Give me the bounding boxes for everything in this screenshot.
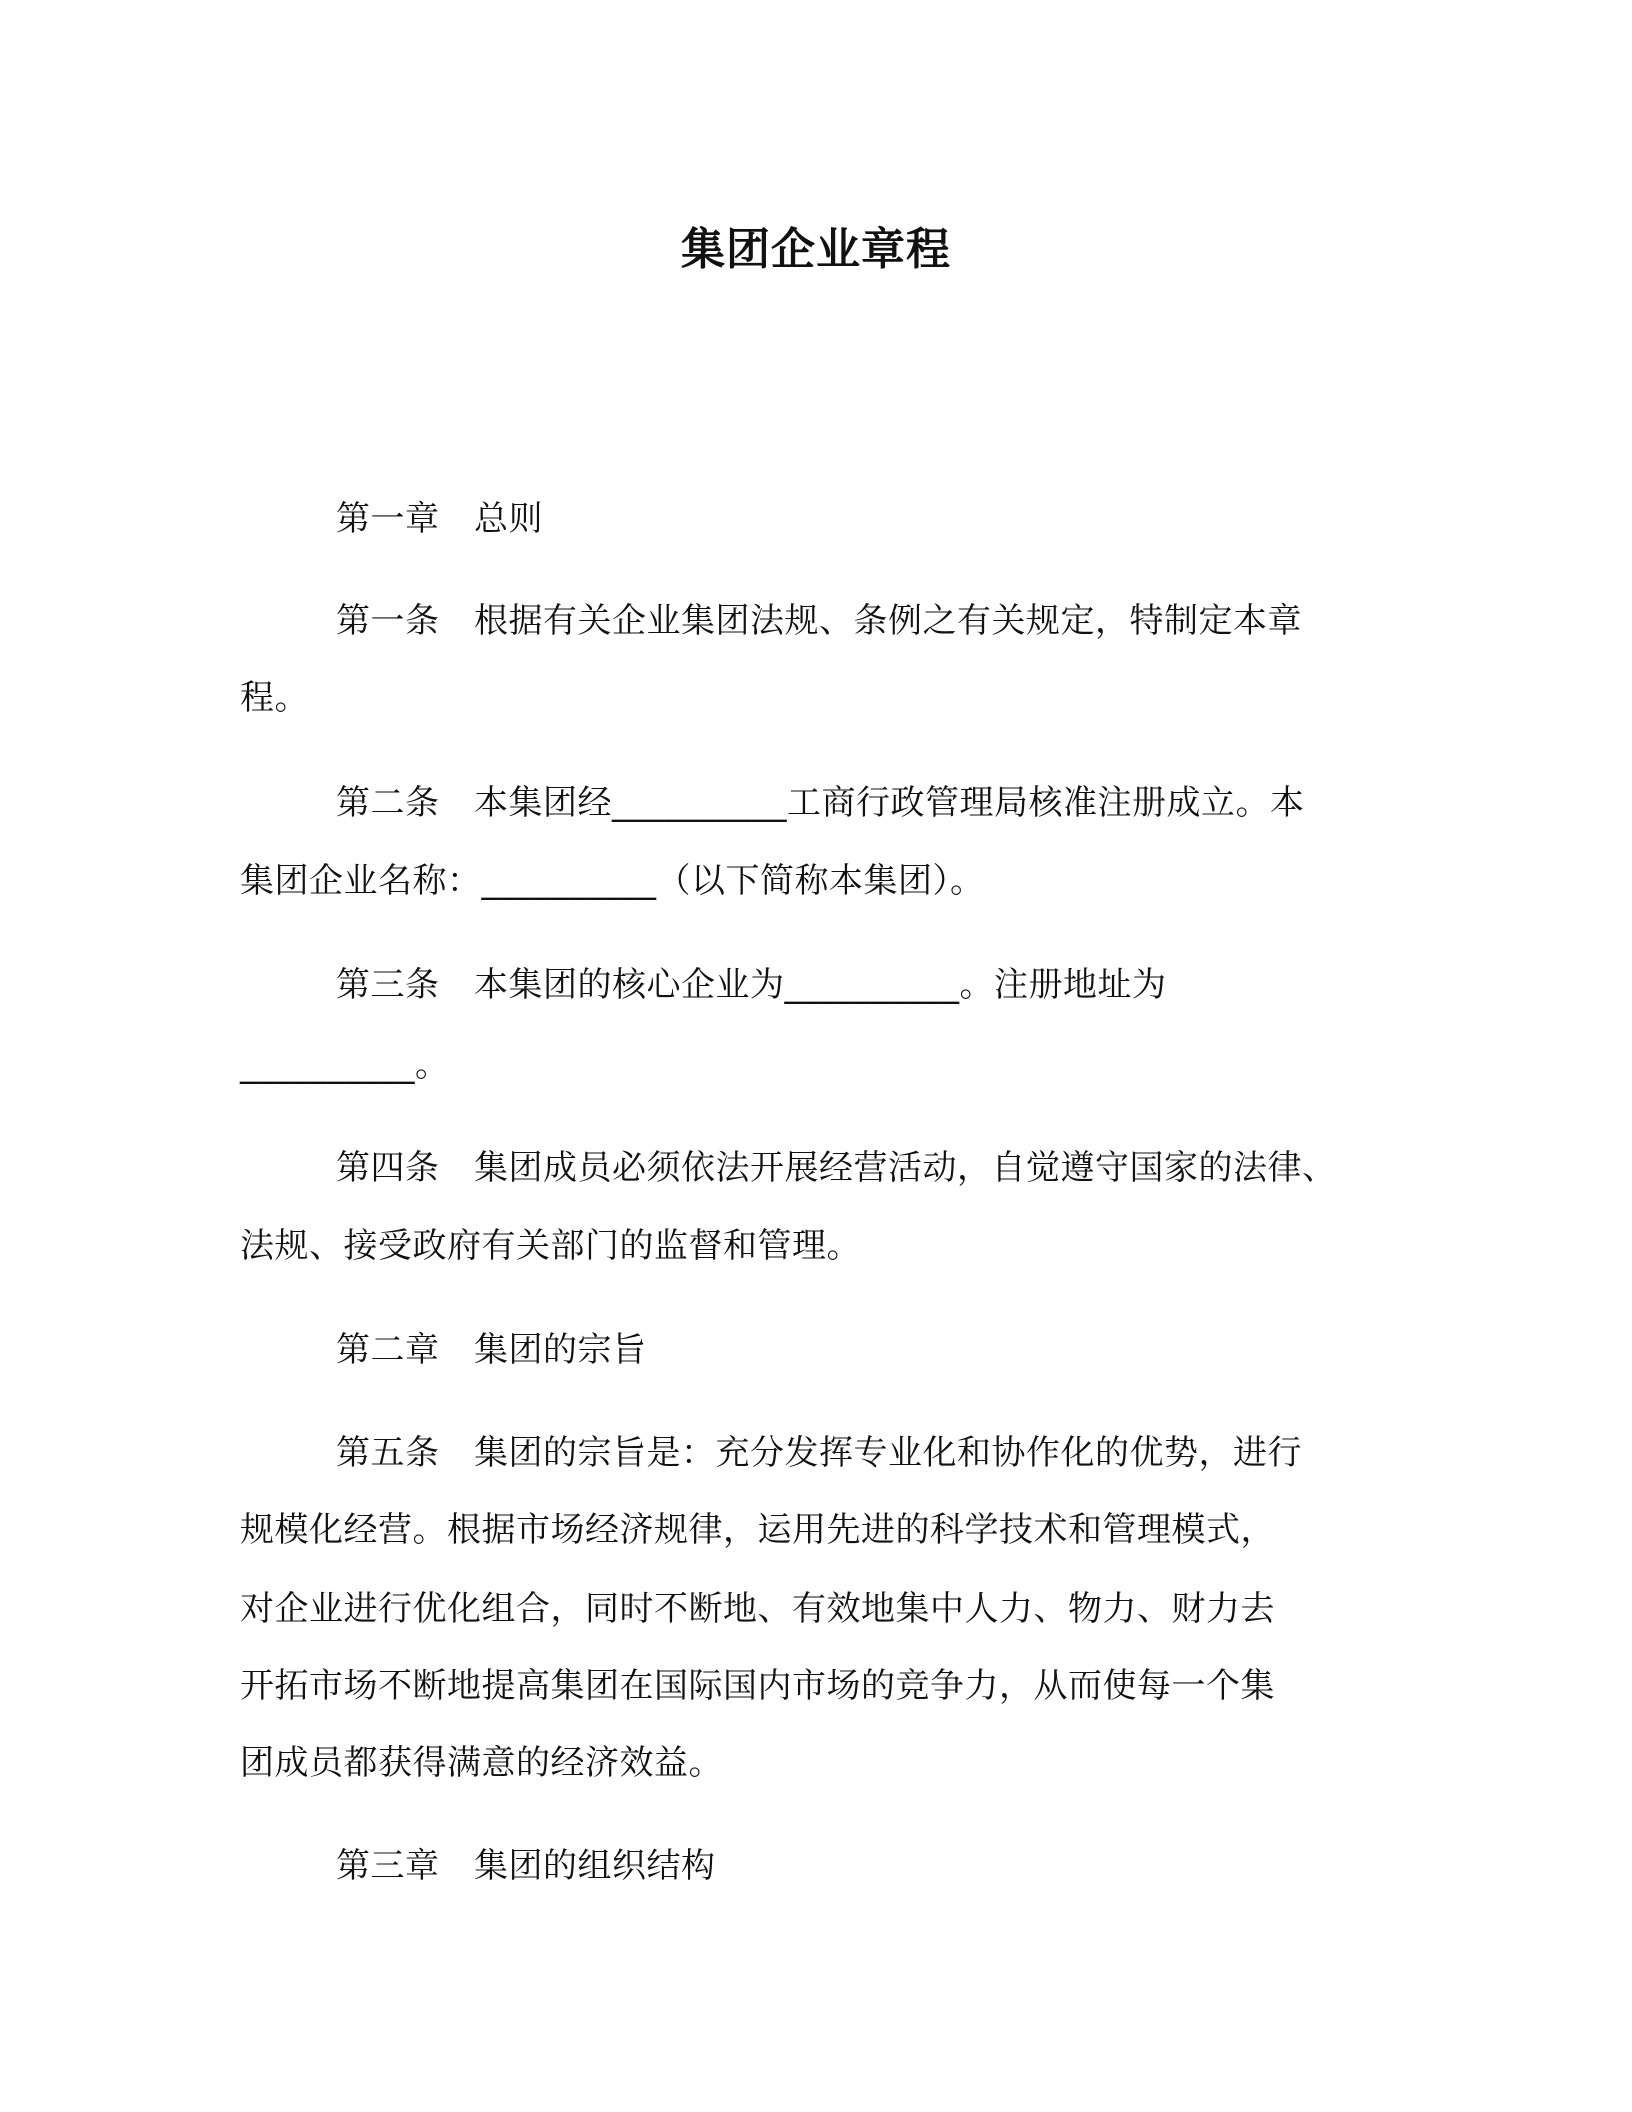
article-4-line-2: 法规、接受政府有关部门的监督和管理。 [240, 1226, 861, 1266]
article-2-line-1: 第二条 本集团经__________工商行政管理局核准注册成立。本 [336, 783, 1305, 823]
article-3-line-1: 第三条 本集团的核心企业为__________。注册地址为 [336, 965, 1167, 1005]
article-2-line-2: 集团企业名称：__________（以下简称本集团）。 [240, 861, 985, 901]
article-5-line-3: 对企业进行优化组合，同时不断地、有效地集中人力、物力、财力去 [240, 1589, 1275, 1629]
document-title: 集团企业章程 [681, 224, 951, 275]
article-5-line-2: 规模化经营。根据市场经济规律，运用先进的科学技术和管理模式， [240, 1510, 1275, 1550]
article-1-line-1: 第一条 根据有关企业集团法规、条例之有关规定，特制定本章 [336, 601, 1302, 641]
article-5-line-4: 开拓市场不断地提高集团在国际国内市场的竞争力，从而使每一个集 [240, 1666, 1275, 1706]
article-4-line-1: 第四条 集团成员必须依法开展经营活动，自觉遵守国家的法律、 [336, 1148, 1337, 1188]
chapter-3-heading: 第三章 集团的组织结构 [336, 1846, 716, 1886]
article-3-line-2: __________。 [240, 1045, 450, 1085]
article-5-line-5: 团成员都获得满意的经济效益。 [240, 1743, 723, 1783]
chapter-1-heading: 第一章 总则 [336, 499, 543, 539]
article-1-line-2: 程。 [240, 678, 309, 718]
chapter-2-heading: 第二章 集团的宗旨 [336, 1330, 647, 1370]
article-5-line-1: 第五条 集团的宗旨是：充分发挥专业化和协作化的优势，进行 [336, 1433, 1302, 1473]
